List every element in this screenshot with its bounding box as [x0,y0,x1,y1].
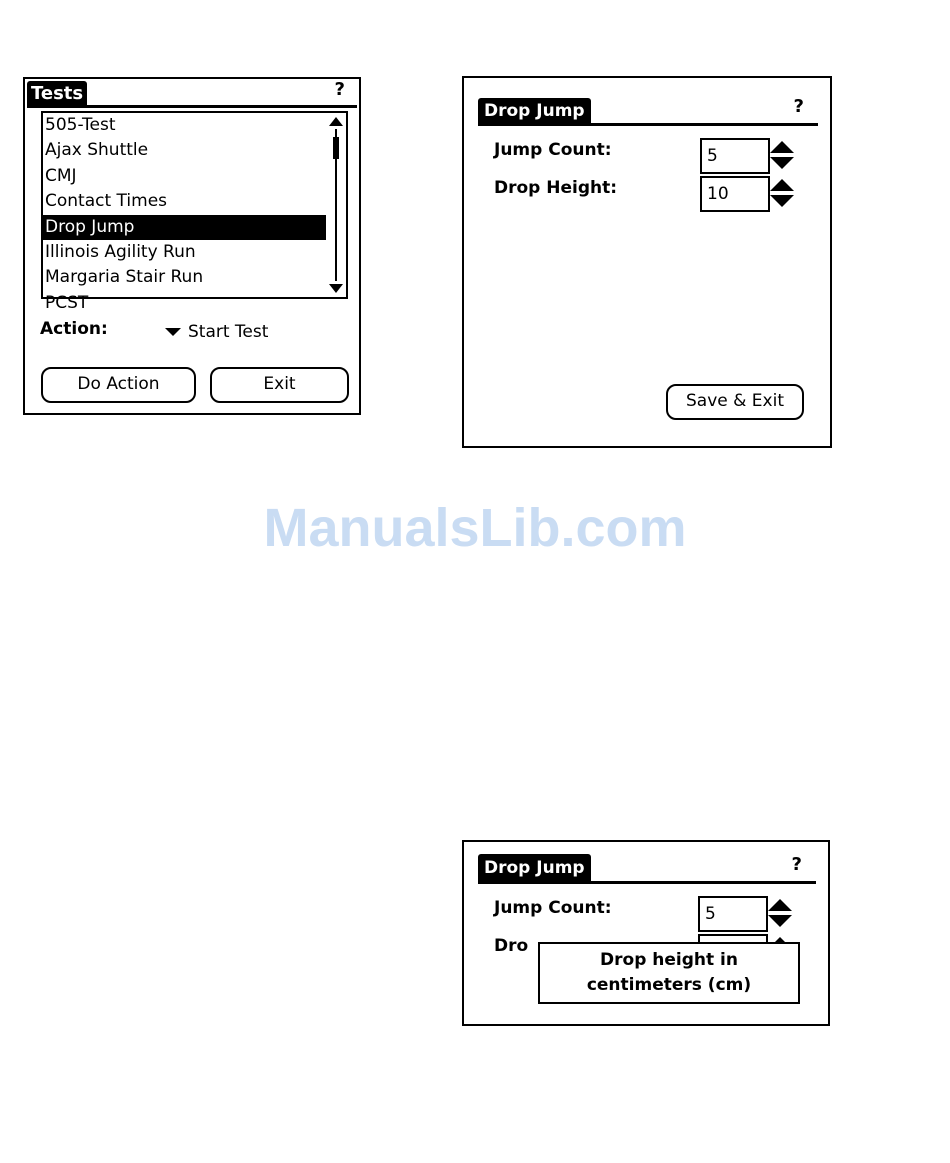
drop-height-label: Dro [494,936,529,956]
jump-count-field[interactable]: 5 [700,138,770,174]
scroll-down-arrow-icon[interactable] [329,284,343,293]
list-item[interactable]: Margaria Stair Run [45,267,204,288]
action-dropdown[interactable] [165,322,268,342]
action-label: Action: [40,319,108,339]
save-exit-button[interactable]: Save & Exit [666,384,804,420]
drop-height-field[interactable]: 10 [700,176,770,212]
decrement-arrow-icon[interactable] [770,195,794,207]
watermark: ManualsLib.com [263,498,687,558]
tests-title: Tests [27,81,87,107]
list-item[interactable]: Contact Times [45,191,168,212]
scroll-thumb[interactable] [333,137,339,159]
list-scrollbar[interactable] [328,115,344,295]
do-action-button[interactable]: Do Action [41,367,196,403]
list-item-selected[interactable]: Drop Jump [43,215,326,240]
help-tooltip [538,942,800,1004]
list-item[interactable]: Ajax Shuttle [45,140,149,161]
dropdown-triangle-icon [165,328,181,336]
list-item[interactable]: Illinois Agility Run [45,241,196,262]
decrement-arrow-icon[interactable] [768,915,792,927]
scroll-up-arrow-icon[interactable] [329,117,343,126]
tests-list[interactable] [41,111,348,313]
title-rule [478,123,818,126]
list-item[interactable]: CMJ [45,165,77,186]
help-button[interactable]: ? [793,96,804,117]
drop-jump-title: Drop Jump [478,854,591,882]
tests-screen [23,77,361,415]
increment-arrow-icon[interactable] [770,141,794,153]
increment-arrow-icon[interactable] [768,899,792,911]
help-button[interactable]: ? [334,79,345,100]
tooltip-line: centimeters (cm) [586,975,752,995]
list-item[interactable]: PCST [45,292,89,313]
title-rule [27,105,357,108]
drop-height-label: Drop Height: [494,178,618,198]
increment-arrow-icon[interactable] [770,179,794,191]
action-dropdown-value: Start Test [188,322,269,342]
title-rule [478,881,816,884]
drop-jump-screen [462,76,832,448]
drop-jump-help-screen [462,840,830,1026]
exit-button[interactable]: Exit [210,367,349,403]
jump-count-label: Jump Count: [494,898,612,918]
list-item[interactable]: 505-Test [45,115,116,135]
jump-count-label: Jump Count: [494,140,612,160]
tooltip-line: Drop height in [600,950,738,970]
drop-jump-title: Drop Jump [478,98,591,125]
help-button[interactable]: ? [791,854,802,875]
decrement-arrow-icon[interactable] [770,157,794,169]
jump-count-field[interactable]: 5 [698,896,768,932]
